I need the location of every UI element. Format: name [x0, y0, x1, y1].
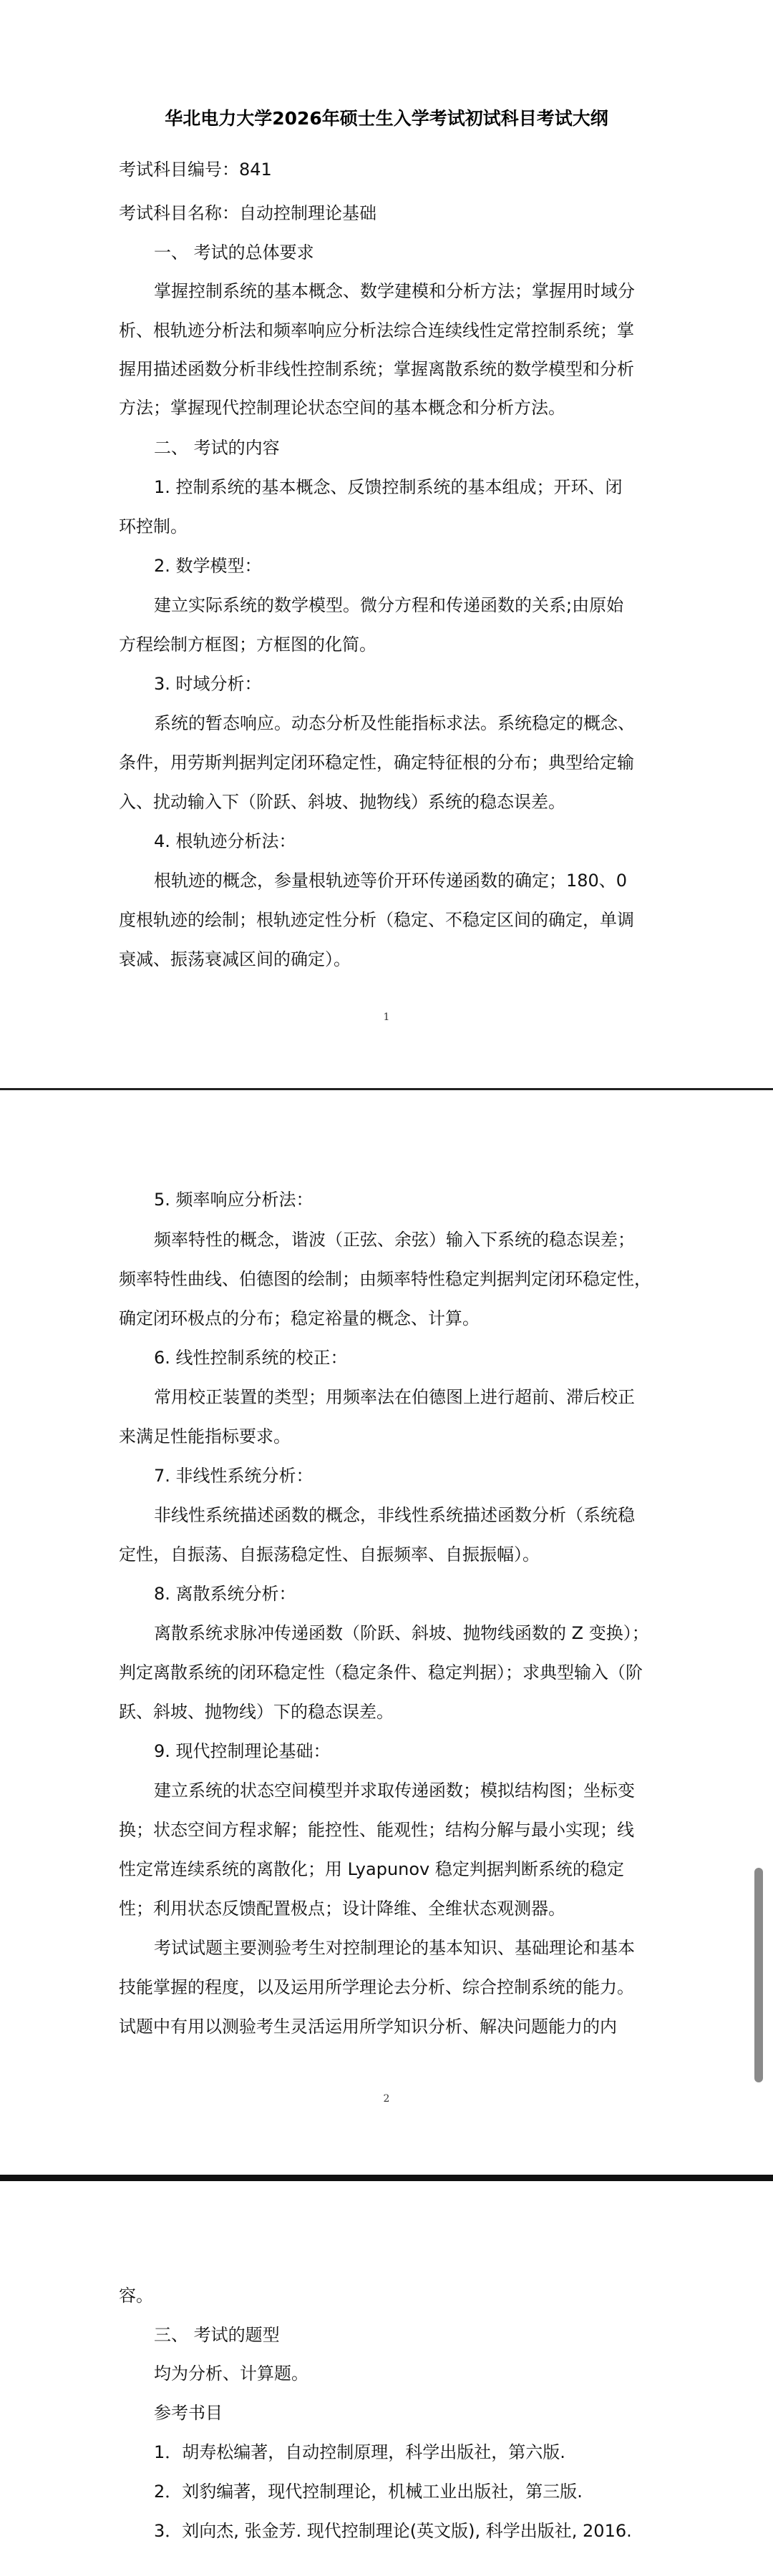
book-item: 1．胡寿松编著，自动控制原理，科学出版社，第六版. [154, 2442, 565, 2462]
item-line: 来满足性能指标要求。 [119, 1426, 291, 1446]
item-heading: 5. 频率响应分析法： [154, 1190, 313, 1210]
item-line: 建立系统的状态空间模型并求取传递函数；模拟结构图；坐标变 [154, 1781, 635, 1801]
closing-line: 考试试题主要测验考生对控制理论的基本知识、基础理论和基本 [154, 1938, 635, 1958]
closing-line: 试题中有用以测验考生灵活运用所学知识分析、解决问题能力的内 [119, 2017, 617, 2037]
item-line: 根轨迹的概念，参量根轨迹等价开环传递函数的确定；180、0 [154, 871, 628, 891]
closing-line: 技能掌握的程度，以及运用所学理论去分析、综合控制系统的能力。 [119, 1977, 634, 1997]
item-line: 衰减、振荡衰减区间的确定）。 [119, 949, 351, 969]
page-separator [0, 1088, 773, 1090]
item-heading: 7. 非线性系统分析： [154, 1466, 313, 1486]
item-line: 性；利用状态反馈配置极点；设计降维、全维状态观测器。 [119, 1899, 565, 1919]
item-line: 1. 控制系统的基本概念、反馈控制系统的基本组成；开环、闭 [154, 477, 623, 497]
item-line: 入、扰动输入下（阶跃、斜坡、抛物线）系统的稳态误差。 [119, 792, 565, 812]
page-number: 1 [383, 1012, 390, 1023]
paragraph-line: 均为分析、计算题。 [154, 2364, 308, 2384]
section-heading: 三、 考试的题型 [154, 2325, 280, 2345]
item-heading: 3. 时域分析： [154, 674, 262, 694]
item-line: 频率特性曲线、伯德图的绘制；由频率特性稳定判据判定闭环稳定性， [119, 1269, 651, 1289]
document-page-2 [0, 1091, 773, 2178]
item-line: 常用校正装置的类型；用频率法在伯德图上进行超前、滞后校正 [154, 1387, 635, 1407]
item-line: 确定闭环极点的分布；稳定裕量的概念、计算。 [119, 1308, 480, 1328]
document-page-1 [0, 0, 773, 1087]
exam-code-line: 考试科目编号：841 [119, 160, 272, 180]
vertical-scrollbar-thumb[interactable] [754, 1868, 763, 2082]
continuation-line: 容。 [119, 2286, 153, 2306]
item-line: 非线性系统描述函数的概念，非线性系统描述函数分析（系统稳 [154, 1505, 635, 1525]
books-heading: 参考书目 [154, 2403, 223, 2423]
item-heading: 9. 现代控制理论基础： [154, 1741, 331, 1761]
item-line: 跃、斜坡、抛物线）下的稳态误差。 [119, 1702, 394, 1722]
paragraph-line: 握用描述函数分析非线性控制系统；掌握离散系统的数学模型和分析 [119, 359, 634, 379]
paragraph-line: 析、根轨迹分析法和频率响应分析法综合连续线性定常控制系统；掌 [119, 320, 634, 341]
item-line: 定性，自振荡、自振荡稳定性、自振频率、自振振幅）。 [119, 1544, 540, 1564]
item-line: 系统的暂态响应。动态分析及性能指标求法。系统稳定的概念、 [154, 713, 635, 733]
document-title: 华北电力大学2026年硕士生入学考试初试科目考试大纲 [165, 108, 608, 129]
item-heading: 2. 数学模型： [154, 556, 262, 576]
item-line: 度根轨迹的绘制；根轨迹定性分析（稳定、不稳定区间的确定，单调 [119, 910, 634, 930]
item-line: 条件，用劳斯判据判定闭环稳定性，确定特征根的分布；典型给定输 [119, 753, 634, 773]
item-heading: 4. 根轨迹分析法： [154, 831, 296, 851]
item-line: 方程绘制方框图；方框图的化简。 [119, 635, 376, 655]
item-line: 性定常连续系统的离散化；用 Lyapunov 稳定判据判断系统的稳定 [119, 1859, 624, 1879]
item-heading: 6. 线性控制系统的校正： [154, 1348, 348, 1368]
item-line: 换；状态空间方程求解；能控性、能观性；结构分解与最小实现；线 [119, 1820, 634, 1840]
book-item: 3．刘向杰, 张金芳. 现代控制理论(英文版), 科学出版社, 2016. [154, 2521, 632, 2541]
item-line: 判定离散系统的闭环稳定性（稳定条件、稳定判据）；求典型输入（阶 [119, 1662, 643, 1683]
paragraph-line: 掌握控制系统的基本概念、数学建模和分析方法；掌握用时域分 [154, 281, 635, 301]
exam-name-line: 考试科目名称：自动控制理论基础 [119, 203, 376, 223]
item-line: 频率特性的概念，谐波（正弦、余弦）输入下系统的稳态误差； [154, 1230, 635, 1250]
document-page-3 [0, 2182, 773, 2576]
section-heading: 一、 考试的总体要求 [154, 243, 314, 263]
item-line: 离散系统求脉冲传递函数（阶跃、斜坡、抛物线函数的 Z 变换）； [154, 1623, 649, 1643]
section-heading: 二、 考试的内容 [154, 438, 280, 458]
item-line: 环控制。 [119, 516, 188, 537]
book-item: 2．刘豹编著，现代控制理论，机械工业出版社，第三版. [154, 2482, 583, 2502]
item-heading: 8. 离散系统分析： [154, 1584, 296, 1604]
page-separator [0, 2175, 773, 2181]
page-number: 2 [383, 2093, 390, 2105]
item-line: 建立实际系统的数学模型。微分方程和传递函数的关系;由原始 [154, 595, 624, 615]
paragraph-line: 方法；掌握现代控制理论状态空间的基本概念和分析方法。 [119, 398, 565, 418]
